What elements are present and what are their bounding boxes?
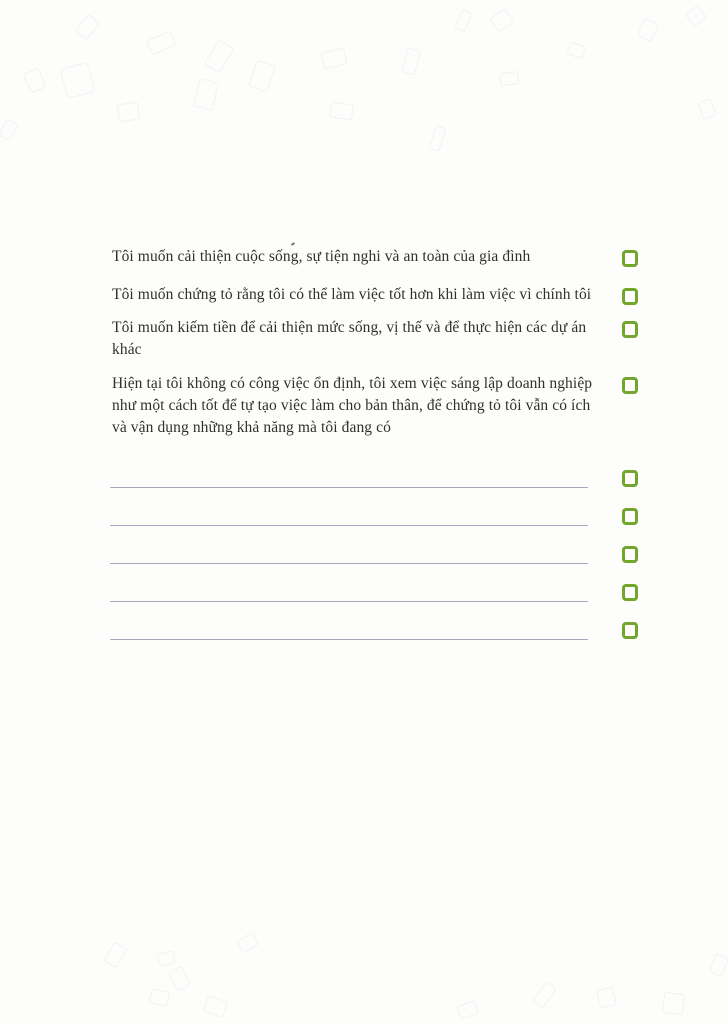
- watermark-shape: [157, 950, 176, 966]
- checkbox[interactable]: [622, 622, 638, 639]
- watermark-shape: [596, 986, 617, 1009]
- watermark-shape: [117, 102, 140, 123]
- watermark-shape: [0, 118, 19, 141]
- checkbox[interactable]: [622, 508, 638, 525]
- watermark-shape: [532, 981, 557, 1008]
- checkbox[interactable]: [622, 377, 638, 394]
- checkbox[interactable]: [622, 584, 638, 601]
- checkbox[interactable]: [622, 470, 638, 487]
- watermark-shape: [637, 18, 660, 43]
- write-in-row: [112, 564, 638, 602]
- watermark-shape: [148, 988, 170, 1007]
- checkbox[interactable]: [622, 321, 638, 338]
- watermark-shape: [146, 30, 176, 55]
- checklist-item: [112, 246, 638, 268]
- checklist-item: [112, 373, 638, 439]
- checklist-item-text: Tôi muốn chứng tỏ rằng tôi có thể làm việc tốt hơn khi làm việc vì chính tôi: [112, 286, 592, 303]
- write-in-line[interactable]: [110, 639, 588, 640]
- watermark-shape: [60, 62, 96, 99]
- watermark-shape: [75, 14, 101, 40]
- checkbox[interactable]: [622, 288, 638, 305]
- watermark-shape: [203, 995, 228, 1018]
- watermark-shape: [456, 1000, 479, 1020]
- watermark-shape: [454, 9, 473, 33]
- watermark-shape: [22, 67, 46, 93]
- watermark-shape: [499, 71, 519, 86]
- watermark-shape: [662, 992, 686, 1016]
- checklist-item: [112, 317, 638, 361]
- checklist-item: [112, 284, 638, 306]
- checklist-item-text: Hiện tại tôi không có công việc ổn định, tôi xem việc sáng lập doanh nghiệp như một cách tốt để tự tạo việc làm cho bản thân, để chứng tỏ tôi vẫn có ích và vận dụng những khả năng mà tôi đang có: [112, 375, 593, 436]
- watermark-shape: [709, 953, 728, 977]
- watermark-shape: [193, 78, 219, 111]
- checkbox[interactable]: [622, 250, 638, 267]
- write-in-row: [112, 450, 638, 488]
- watermark-shape: [401, 48, 421, 76]
- watermark-shape: [489, 8, 514, 33]
- watermark-shape: [320, 47, 347, 69]
- watermark-shape: [236, 932, 260, 954]
- watermark-shape: [168, 966, 191, 991]
- write-in-row: [112, 602, 638, 640]
- watermark-shape: [685, 5, 707, 27]
- checklist-item-text: Tôi muốn cải thiện cuộc sống, sự tiện nghi và an toàn của gia đình: [112, 248, 531, 265]
- watermark-shape: [329, 101, 354, 120]
- watermark-shape: [566, 41, 586, 59]
- watermark-shape: [697, 98, 716, 120]
- watermark-shape: [204, 39, 235, 73]
- watermark-shape: [248, 60, 276, 93]
- watermark-shape: [428, 125, 446, 152]
- write-in-row: [112, 488, 638, 526]
- write-in-section: [112, 450, 638, 640]
- checklist: [112, 246, 638, 640]
- checkbox[interactable]: [622, 546, 638, 563]
- write-in-row: [112, 526, 638, 564]
- watermark-shape: [104, 942, 128, 969]
- checklist-item-text: Tôi muốn kiếm tiền để cải thiện mức sống, vị thế và để thực hiện các dự án khác: [112, 319, 587, 358]
